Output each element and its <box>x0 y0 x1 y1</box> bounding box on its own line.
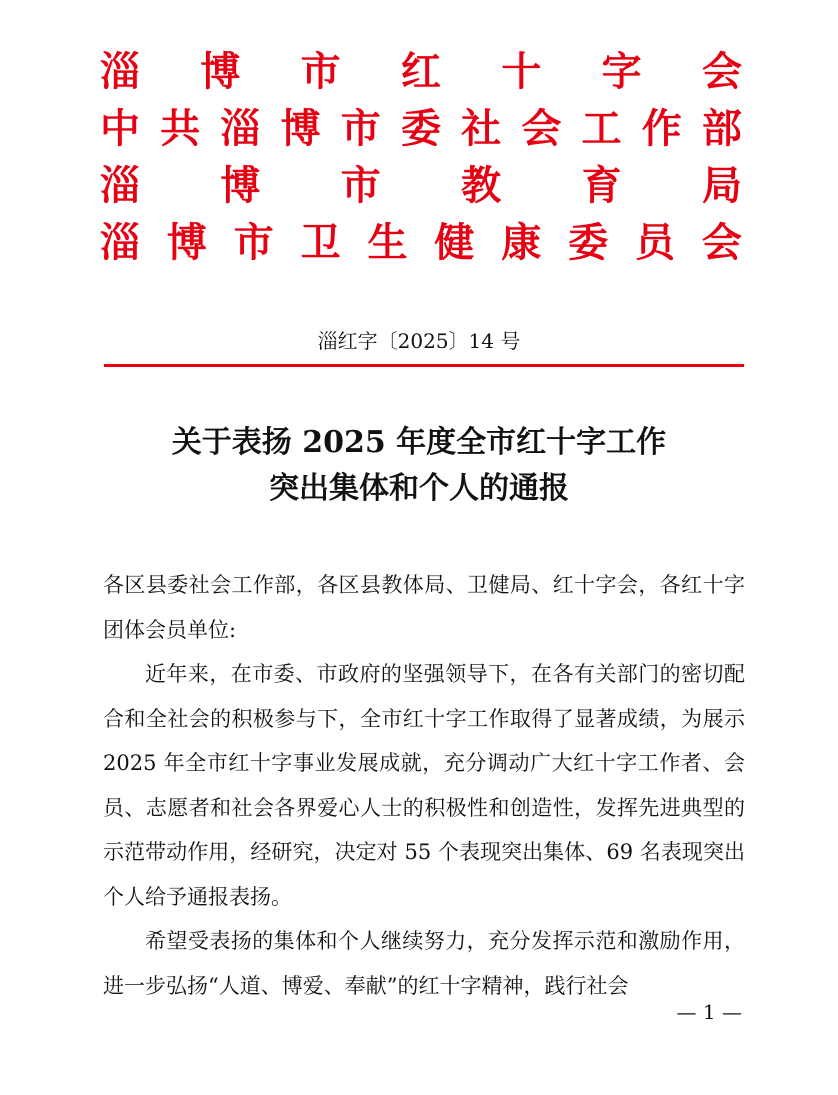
issuer-character: 淄 <box>100 49 140 95</box>
issuer-character: 局 <box>701 163 742 209</box>
issuer-education-bureau <box>100 158 742 215</box>
document-body <box>103 563 745 1008</box>
issuer-character: 员 <box>635 220 675 266</box>
body-paragraph-1: 近年来，在市委、市政府的坚强领导下，在各有关部门的密切配合和全社会的积极参与下，全市红十字工作取得了显著成绩，为展示 2025 年全市红十字事业发展成就，充分调动广大红十字工作者、会员、志愿者和社会各界爱心人士的积极性和创造性，发挥先进典型的示范带动作用，经研究，决定对 55 个表现突出集体、69 名表现突出个人给予通报表扬。 <box>103 662 745 909</box>
issuer-character: 十 <box>501 49 542 95</box>
issuer-character: 康 <box>501 220 542 266</box>
document-title <box>0 420 838 512</box>
issuer-character: 作 <box>641 106 682 152</box>
issuer-character: 市 <box>233 220 274 266</box>
issuer-character: 博 <box>200 49 241 95</box>
issuer-character: 生 <box>367 220 408 266</box>
issuer-character: 市 <box>340 106 381 152</box>
issuer-character: 博 <box>166 220 207 266</box>
issuer-red-cross <box>100 44 742 101</box>
issuer-character: 卫 <box>300 220 341 266</box>
issuer-character: 淄 <box>100 220 140 266</box>
issuer-character: 会 <box>521 106 562 152</box>
issuer-character: 会 <box>701 220 742 266</box>
issuer-character: 市 <box>300 49 341 95</box>
issuer-character: 博 <box>280 106 321 152</box>
issuer-character: 中 <box>100 106 140 152</box>
red-divider-line <box>104 364 744 367</box>
issuer-character: 健 <box>434 220 475 266</box>
issuer-character: 委 <box>568 220 609 266</box>
issuer-character: 会 <box>701 49 742 95</box>
title-line-1: 关于表扬 2025 年度全市红十字工作 <box>171 425 667 460</box>
issuer-character: 淄 <box>100 163 140 209</box>
salutation: 各区县委社会工作部，各区县教体局、卫健局、红十字会，各红十字团体会员单位: <box>103 573 745 642</box>
title-line-2: 突出集体和个人的通报 <box>269 471 569 506</box>
issuer-social-work-department <box>100 101 742 158</box>
issuer-character: 字 <box>601 49 642 95</box>
issuer-character: 淄 <box>220 106 261 152</box>
page-number: — 1 — <box>676 1000 742 1024</box>
issuer-character: 共 <box>160 106 201 152</box>
body-paragraph-2: 希望受表扬的集体和个人继续努力，充分发挥示范和激励作用，进一步弘扬“人道、博爱、奉献”的红十字精神，践行社会 <box>103 929 745 998</box>
issuer-character: 部 <box>701 106 742 152</box>
document-number: 淄红字〔2025〕14 号 <box>317 329 521 353</box>
issuer-character: 教 <box>461 163 502 209</box>
issuer-character: 博 <box>220 163 261 209</box>
issuer-character: 育 <box>581 163 622 209</box>
issuer-character: 社 <box>461 106 502 152</box>
issuer-character: 工 <box>581 106 622 152</box>
issuing-authorities <box>100 44 742 272</box>
issuer-character: 委 <box>400 106 441 152</box>
issuer-health-commission <box>100 215 742 272</box>
issuer-character: 市 <box>340 163 381 209</box>
issuer-character: 红 <box>400 49 441 95</box>
